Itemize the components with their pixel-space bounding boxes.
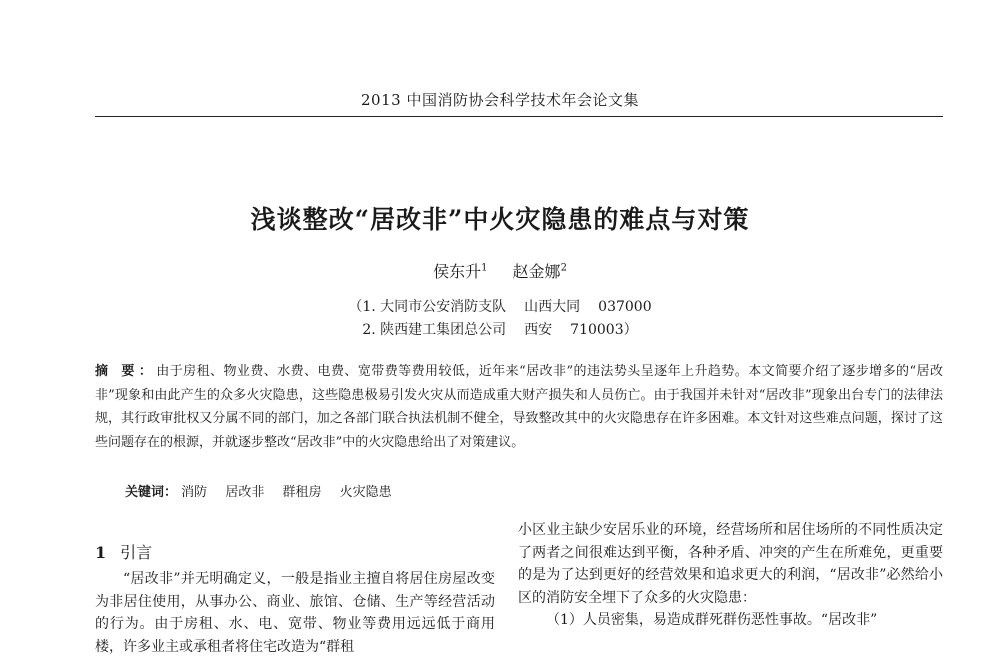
running-header: 2013 中国消防协会科学技术年会论文集 bbox=[361, 91, 639, 109]
author-1 bbox=[433, 262, 487, 281]
author-name: 赵金娜 bbox=[512, 262, 561, 281]
body-right-column bbox=[518, 519, 943, 632]
affiliation-place: 西安 bbox=[524, 322, 553, 338]
keyword: 居改非 bbox=[225, 485, 265, 500]
abstract bbox=[95, 360, 943, 454]
header-rule bbox=[95, 116, 943, 117]
affiliation-place: 山西大同 bbox=[524, 299, 581, 315]
affiliation-org: 陕西建工集团总公司 bbox=[380, 322, 507, 338]
author-affiliation-mark: 1 bbox=[481, 262, 488, 274]
abstract-text: 由于房租、物业费、水费、电费、宽带费等费用较低，近年来“居改非”的违法势头呈逐年上升趋势。本文简要介绍了逐步增多的“居改非”现象和由此产生的众多火灾隐患，这些隐患极易引发火灾从而造成重大财产损失和人员伤亡。由于我国并未针对“居改非”现象出台专门的法律法规，其行政审批权又分属不同的部门，加之各部门联合执法机制不健全，导致整改其中的火灾隐患存在许多困难。本文针对这些难点问题，探讨了这些问题存在的根源，并就逐步整改“居改非”中的火灾隐患给出了对策建议。 bbox=[95, 364, 943, 450]
affiliation-prefix: （1. bbox=[348, 299, 376, 315]
keyword: 火灾隐患 bbox=[339, 485, 392, 500]
paper-title: 浅谈整改“居改非”中火灾隐患的难点与对策 bbox=[250, 205, 750, 234]
keyword: 群租房 bbox=[282, 485, 322, 500]
section-heading bbox=[95, 540, 152, 563]
author-2 bbox=[513, 262, 567, 281]
affiliation-prefix: 2. bbox=[362, 322, 376, 338]
keywords bbox=[125, 481, 943, 500]
author-name: 侯东升 bbox=[433, 262, 482, 281]
affiliation-org: 大同市公安消防支队 bbox=[380, 299, 507, 315]
keywords-label: 关键词： bbox=[125, 485, 178, 500]
affiliation-postcode: 037000 bbox=[598, 299, 652, 315]
author-affiliation-mark: 2 bbox=[560, 262, 567, 274]
affiliation-postcode: 710003） bbox=[570, 322, 638, 338]
body-paragraph: （1）人员密集，易造成群死群伤恶性事故。“居改非” bbox=[546, 612, 878, 628]
abstract-label: 摘 要： bbox=[95, 364, 157, 379]
body-left-column bbox=[95, 568, 495, 658]
keyword: 消防 bbox=[181, 485, 208, 500]
section-number: 1 bbox=[95, 543, 107, 562]
affiliation-1 bbox=[0, 296, 1000, 316]
section-title: 引言 bbox=[120, 543, 153, 562]
author-list bbox=[0, 259, 1000, 282]
affiliation-2 bbox=[0, 319, 1000, 339]
body-paragraph: 小区业主缺少安居乐业的环境，经营场所和居住场所的不同性质决定了两者之间很难达到平衡，各种矛盾、冲突的产生在所难免，更重要的是为了达到更好的经营效果和追求更大的利润，“居改非”必然给小区的消防安全埋下了众多的火灾隐患： bbox=[518, 522, 943, 606]
body-paragraph: “居改非”并无明确定义，一般是指业主擅自将居住房屋改变为非居住使用，从事办公、商业、旅馆、仓储、生产等经营活动的行为。由于房租、水、电、宽带、物业等费用远远低于商用楼，许多业主或承租者将住宅改造为“群租 bbox=[95, 571, 495, 655]
